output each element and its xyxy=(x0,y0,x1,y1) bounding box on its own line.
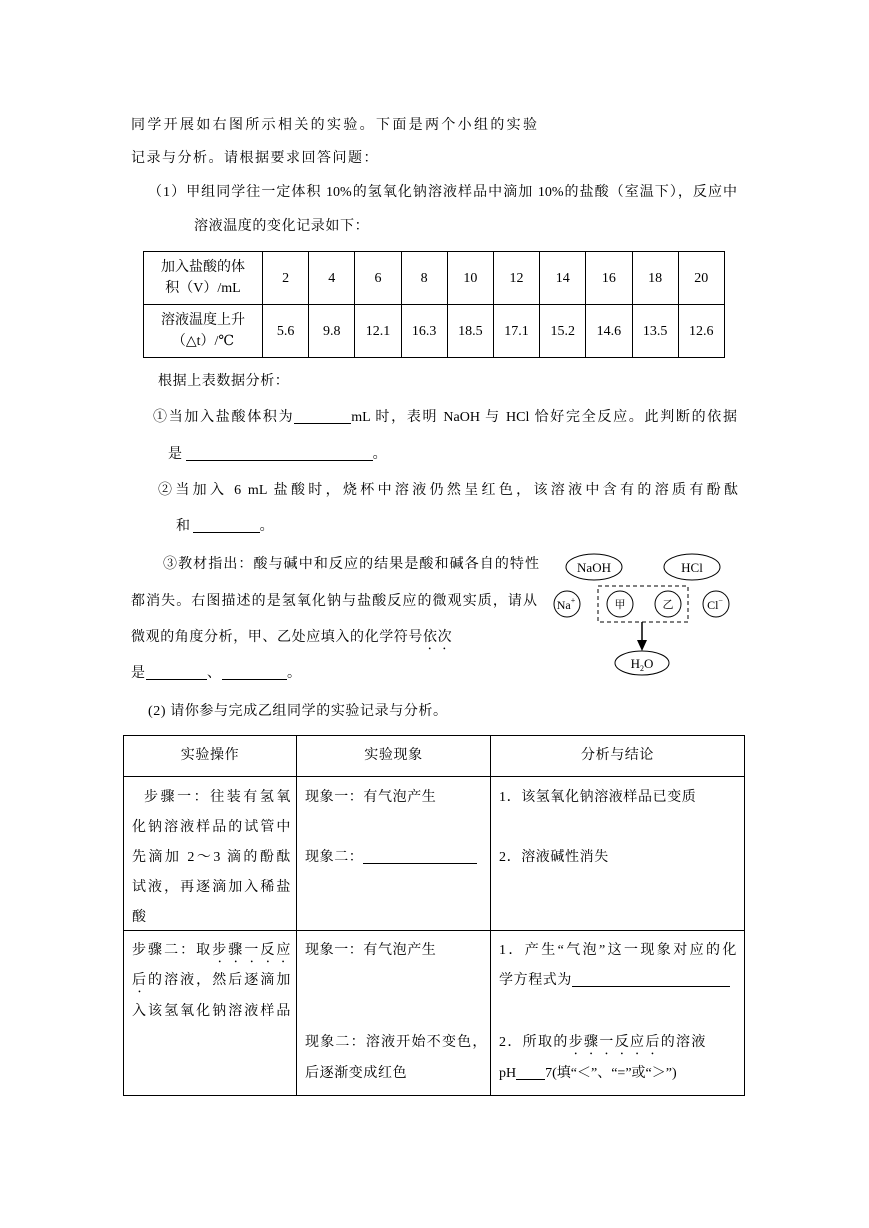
part1-prompt-line-2: 溶液温度的变化记录如下： xyxy=(194,219,370,234)
chloride-ion-label xyxy=(707,596,723,612)
step-2-conclusion-2-emphasis: 步骤一反应后 xyxy=(568,1035,661,1050)
part1-prompt-line-1: （1）甲组同学往一定体积 10%的氢氧化钠溶液样品中滴加 10%的盐酸（室温下），反应中 xyxy=(148,185,737,200)
jia-label: 甲 xyxy=(614,599,626,611)
answer-blank-yi xyxy=(222,665,287,680)
volume-cell: 16 xyxy=(586,252,632,305)
step-2-conclusion-1-line-2 xyxy=(499,972,730,990)
naoh-label: NaOH xyxy=(577,560,611,575)
temperature-cell: 12.6 xyxy=(678,305,724,358)
temperature-header-line-2: （△t）/℃ xyxy=(171,334,235,349)
question-1-text-before: ①当加入盐酸体积为 xyxy=(153,410,295,425)
step-1-phenomenon-2-label: 现象二： xyxy=(305,850,364,865)
step-2-phenomenon-2-line-1: 现象二：溶液开始不变色， xyxy=(305,1035,487,1050)
step-2-operation-line-2 xyxy=(132,972,291,996)
step-2-operation-emphasis-2: 后 xyxy=(132,973,149,988)
step-2-operation-line-3: 入该氢氧化钠溶液样品 xyxy=(132,1004,291,1019)
header-row xyxy=(124,736,745,777)
question-1-line-2 xyxy=(168,446,387,464)
question-1-line-2-before: 是 xyxy=(168,447,183,462)
water-h: H xyxy=(630,656,640,671)
step-2-conclusion-2-after: 的溶液 xyxy=(660,1035,706,1050)
header-operation: 实验操作 xyxy=(124,736,297,777)
question-3-line-3-text: 微观的角度分析，甲、乙处应填入的化学符号 xyxy=(131,630,423,645)
step-2-operation-text: 步骤二：取 xyxy=(132,943,213,958)
step-2-conclusion-1-line-1: 1．产生“气泡”这一现象对应的化 xyxy=(499,943,737,958)
neutralization-diagram xyxy=(540,540,740,680)
volume-cell: 18 xyxy=(632,252,678,305)
step-2-phenomenon-cell xyxy=(297,931,491,1096)
step-2-phenomenon-2-line-2: 后逐渐变成红色 xyxy=(305,1066,408,1081)
analysis-intro: 根据上表数据分析： xyxy=(158,374,290,389)
sodium-ion-label xyxy=(557,596,576,612)
step-2-phenomenon-1: 现象一：有气泡产生 xyxy=(305,943,437,958)
header-phenomenon: 实验现象 xyxy=(297,736,491,777)
step-1-operation-cell xyxy=(124,777,297,931)
question-3-line-3 xyxy=(131,629,452,653)
step-2-conclusion-cell xyxy=(491,931,745,1096)
answer-blank-phenomenon xyxy=(363,849,477,864)
yi-label: 乙 xyxy=(662,599,674,611)
volume-header-line-1: 加入盐酸的体 xyxy=(161,260,245,275)
experiment-record-table xyxy=(123,735,745,1096)
temperature-cell: 14.6 xyxy=(586,305,632,358)
question-1-line-2-after: 。 xyxy=(372,447,388,462)
volume-cell: 4 xyxy=(309,252,355,305)
step-1-row xyxy=(124,777,745,931)
step-1-conclusion-cell xyxy=(491,777,745,931)
volume-cell: 8 xyxy=(401,252,447,305)
answer-blank-solute xyxy=(193,518,260,533)
step-2-conclusion-2-line-1 xyxy=(499,1034,706,1058)
answer-blank-equation xyxy=(572,972,730,987)
question-3-line-4 xyxy=(131,665,301,683)
question-1-text-after: mL 时，表明 NaOH 与 HCl 恰好完全反应。此判断的依据 xyxy=(351,410,737,425)
water-label xyxy=(631,656,654,673)
answer-blank-jia xyxy=(146,665,207,680)
answer-blank-ph xyxy=(516,1065,545,1080)
step-2-operation-emphasis: 步骤一反应 xyxy=(212,943,292,958)
step-1-operation-line: 试液，再逐滴加入稀盐 xyxy=(132,880,291,895)
ph-label: pH xyxy=(499,1066,517,1081)
sodium-symbol: Na xyxy=(556,598,571,612)
volume-cell: 12 xyxy=(493,252,539,305)
volume-header xyxy=(144,252,263,305)
step-1-phenomenon-cell xyxy=(297,777,491,931)
question-2-line-2-after: 。 xyxy=(259,519,275,534)
step-2-operation-text-2: 的溶液，然后逐滴加 xyxy=(148,973,291,988)
volume-header-line-2: 积（V）/mL xyxy=(165,281,241,296)
question-2-line-2-before: 和 xyxy=(176,519,191,534)
temperature-cell: 17.1 xyxy=(493,305,539,358)
intro-line-2: 记录与分析。请根据要求回答问题： xyxy=(131,151,379,166)
temperature-cell: 16.3 xyxy=(401,305,447,358)
step-1-operation-line: 步骤一：往装有氢氧 xyxy=(144,790,291,805)
step-1-conclusion-2: 2．溶液碱性消失 xyxy=(499,850,609,865)
intro-line-1: 同学开展如右图所示相关的实验。下面是两个小组的实验 xyxy=(131,118,537,133)
reaction-arrow-head xyxy=(637,640,647,651)
answer-blank-reason xyxy=(186,446,373,461)
step-2-row xyxy=(124,931,745,1096)
temperature-table xyxy=(143,251,725,358)
answer-blank-volume xyxy=(294,409,351,424)
temperature-cell: 5.6 xyxy=(263,305,309,358)
volume-cell: 10 xyxy=(447,252,493,305)
question-2-line-1: ②当加入 6 mL 盐酸时，烧杯中溶液仍然呈红色，该溶液中含有的溶质有酚酞 xyxy=(158,483,738,498)
question-3-emphasis: 依次 xyxy=(423,630,453,645)
step-2-operation-cell xyxy=(124,931,297,1096)
ph-instruction: 7(填“＜”、“=”或“＞”) xyxy=(545,1066,677,1081)
step-1-operation-line: 化钠溶液样品的试管中 xyxy=(132,820,291,835)
volume-cell: 6 xyxy=(355,252,401,305)
step-1-phenomenon-1: 现象一：有气泡产生 xyxy=(305,790,437,805)
step-2-conclusion-1-text: 学方程式为 xyxy=(499,973,572,988)
step-2-operation-line-1 xyxy=(132,942,291,966)
temperature-cell: 15.2 xyxy=(540,305,586,358)
step-1-operation-line: 先滴加 2～3 滴的酚酞 xyxy=(132,850,291,865)
volume-cell: 2 xyxy=(263,252,309,305)
step-1-operation-line: 酸 xyxy=(132,910,147,925)
question-3-line-4-after: 。 xyxy=(287,666,301,681)
volume-cell: 14 xyxy=(540,252,586,305)
temperature-row xyxy=(144,305,725,358)
part2-prompt: (2) 请你参与完成乙组同学的实验记录与分析。 xyxy=(148,704,448,719)
step-1-phenomenon-2 xyxy=(305,849,477,867)
temperature-cell: 12.1 xyxy=(355,305,401,358)
question-1-line-1 xyxy=(153,409,737,427)
header-conclusion: 分析与结论 xyxy=(491,736,745,777)
question-2-line-2 xyxy=(176,518,274,536)
volume-row xyxy=(144,252,725,305)
hcl-label: HCl xyxy=(681,560,703,575)
temperature-cell: 13.5 xyxy=(632,305,678,358)
question-3-line-2: 都消失。右图描述的是氢氧化钠与盐酸反应的微观实质，请从 xyxy=(131,594,537,609)
temperature-cell: 18.5 xyxy=(447,305,493,358)
question-3-line-4-before: 是 xyxy=(131,666,145,681)
chloride-symbol: Cl xyxy=(707,598,719,612)
step-2-conclusion-2-line-2 xyxy=(499,1065,677,1083)
water-subscript: 2 xyxy=(640,664,644,673)
step-2-conclusion-2-before: 2．所取的 xyxy=(499,1035,569,1050)
volume-cell: 20 xyxy=(678,252,724,305)
question-3-separator: 、 xyxy=(207,666,221,681)
temperature-header-line-1: 溶液温度上升 xyxy=(161,313,245,328)
sodium-charge: + xyxy=(570,596,576,605)
temperature-header xyxy=(144,305,263,358)
reaction-dashed-box xyxy=(598,586,688,622)
step-1-conclusion-1: 1．该氢氧化钠溶液样品已变质 xyxy=(499,790,697,805)
water-o: O xyxy=(644,656,654,671)
question-3-line-1: ③教材指出：酸与碱中和反应的结果是酸和碱各自的特性 xyxy=(163,557,539,572)
temperature-cell: 9.8 xyxy=(309,305,355,358)
chloride-charge: − xyxy=(718,596,723,605)
